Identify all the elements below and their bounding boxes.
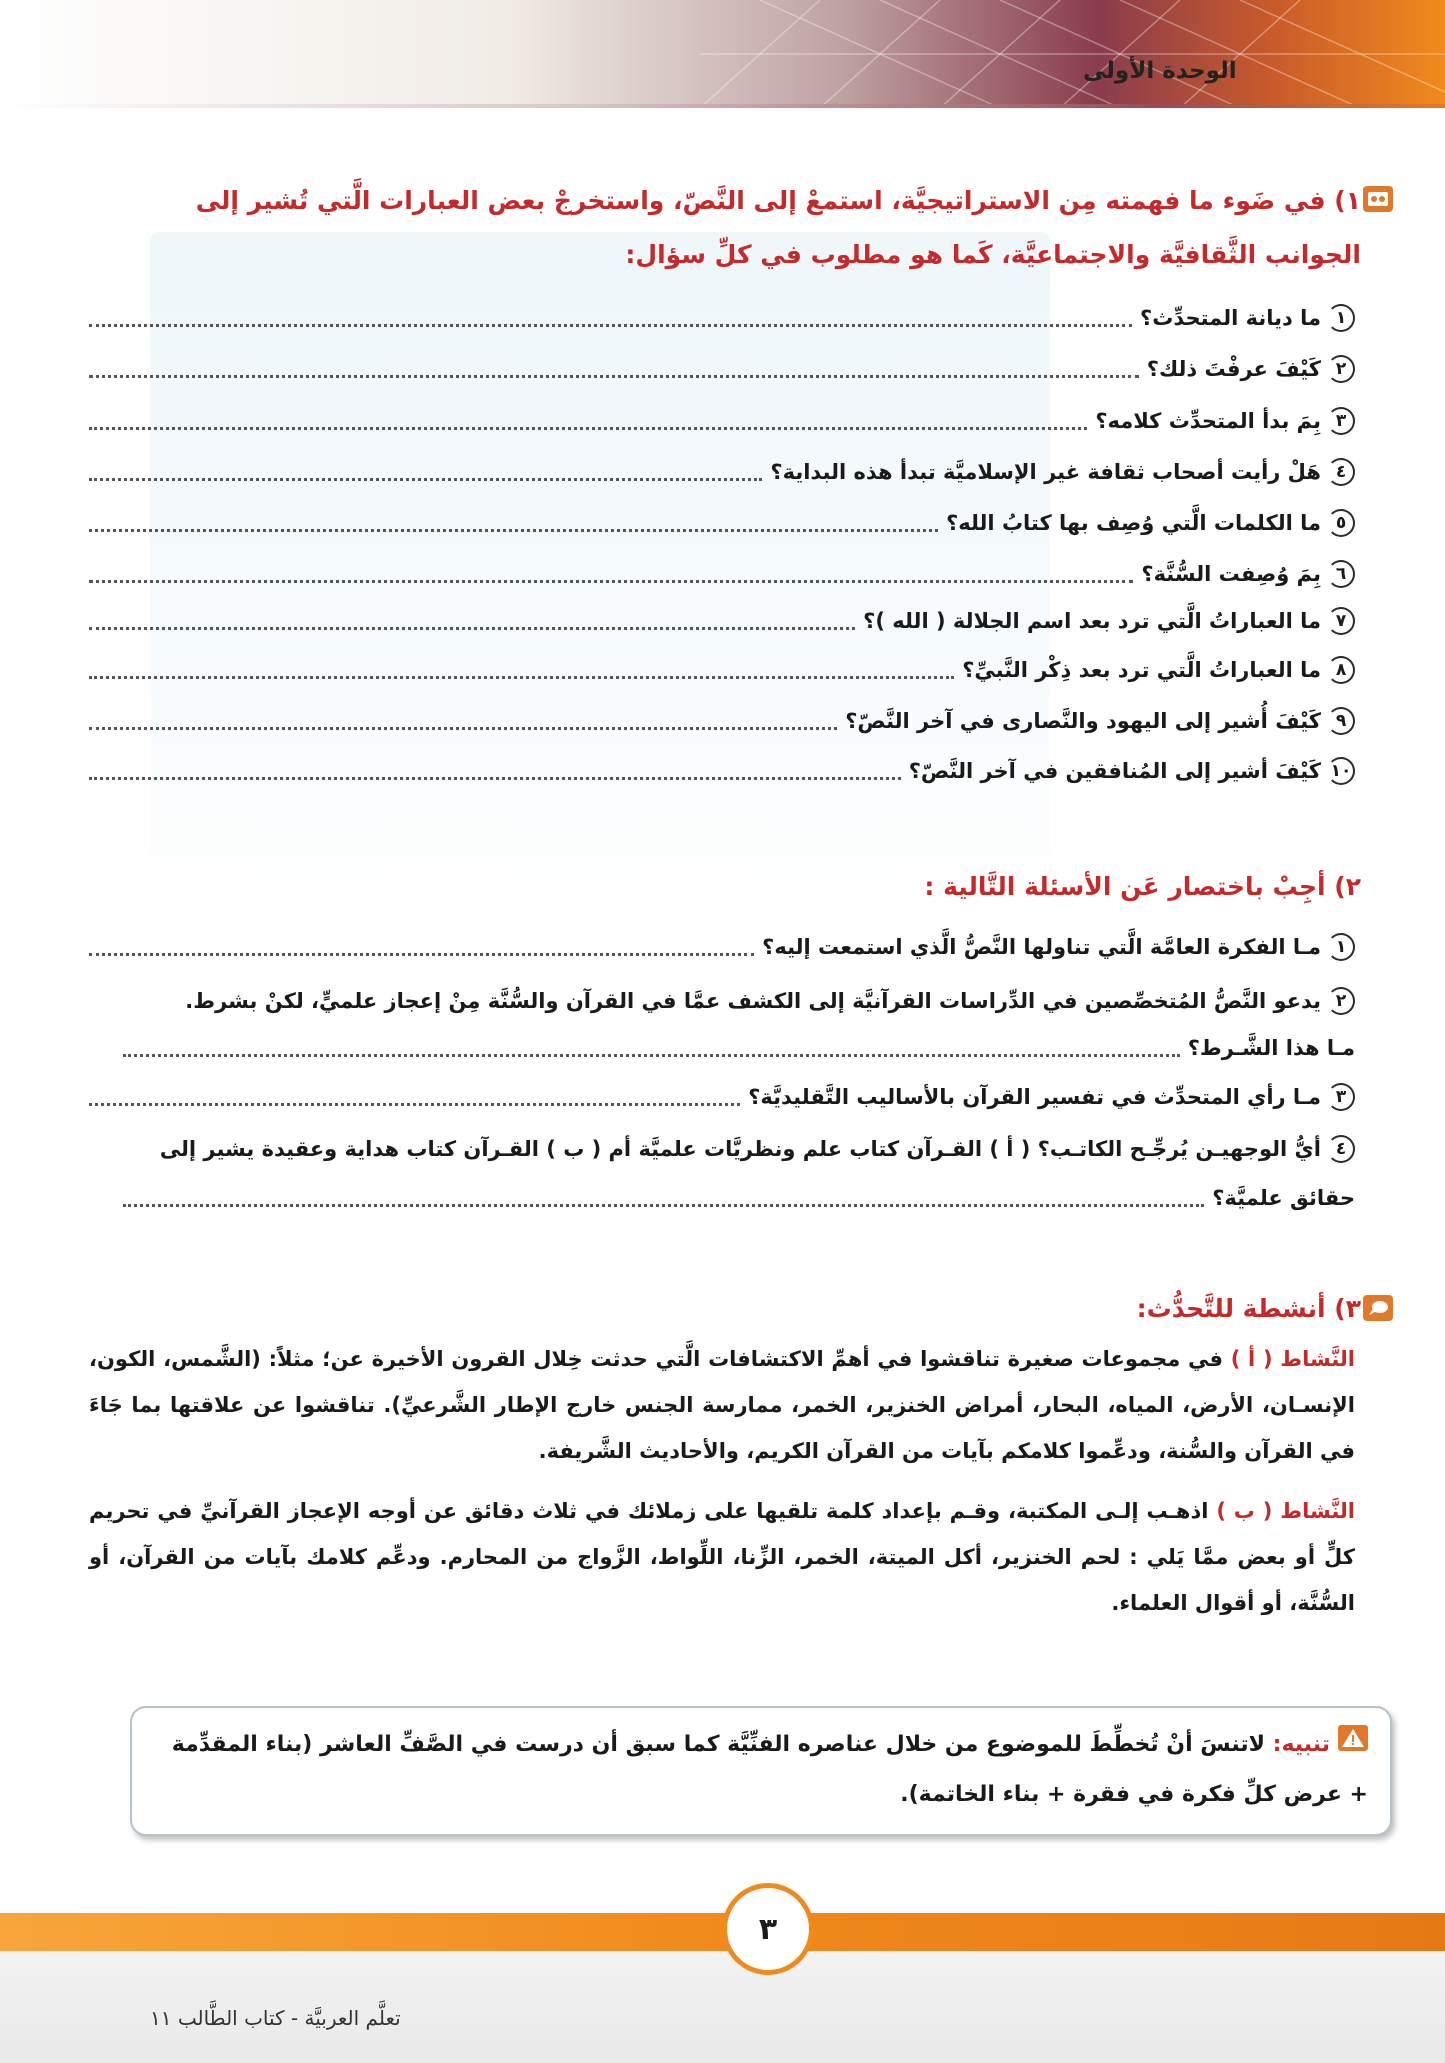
cassette-icon	[1363, 186, 1393, 212]
question-text: حقائق علميَّة؟	[1212, 1186, 1355, 1210]
question-text: ما العباراتُ الَّتي ترد بعد اسم الجلالة ( الله )؟	[863, 609, 1321, 633]
activity-a-label: النَّشاط ( أ )	[1230, 1347, 1355, 1371]
notice-body: لاتنسَ أنْ تُخطِّطَ للموضوع من خلال عناصره الفنِّيَّة كما سبق أن درست في الصَّفِّ العاشر (بناء المقدِّمة + عرض كلِّ فكرة في فقرة + بناء الخاتمة).	[171, 1732, 1368, 1807]
section3-title-text: أنشطة للتَّحدُّث:	[1136, 1294, 1326, 1323]
answer-line[interactable]	[89, 1103, 740, 1106]
question-row	[89, 551, 1355, 597]
question-number: ٢	[1327, 987, 1355, 1015]
question-number: ١	[1327, 933, 1355, 961]
question-row-cont	[123, 1025, 1355, 1071]
unit-title: الوحدة الأولى	[1083, 58, 1237, 84]
question-text: مـا هذا الشَّـرط؟	[1187, 1036, 1355, 1060]
section1-title	[81, 176, 1361, 226]
question-number: ٥	[1327, 509, 1355, 537]
question-row	[89, 295, 1355, 341]
question-row	[89, 449, 1355, 495]
question-row	[89, 924, 1355, 970]
question-text: كَيْفَ أُشير إلى اليهود والنَّصارى في آخر النَّصّ؟	[845, 709, 1321, 733]
question-row-cont	[123, 1175, 1355, 1221]
activity-b	[89, 1488, 1355, 1626]
question-row	[89, 500, 1355, 546]
question-text: كَيْفَ أشير إلى المُنافقين في آخر النَّصّ؟	[908, 759, 1321, 783]
answer-line[interactable]	[89, 580, 1133, 583]
warning-glyph	[1338, 1725, 1368, 1751]
question-number: ١	[1327, 304, 1355, 332]
question-number: ٢	[1327, 355, 1355, 383]
question-row	[89, 978, 1355, 1024]
notice-label: تنبيه:	[1272, 1732, 1330, 1757]
footer-band	[0, 1936, 1445, 2063]
question-text: ما العباراتُ الَّتي ترد بعد ذِكْر النَّبيِّ؟	[962, 658, 1321, 682]
section2-title-text: أجِبْ باختصار عَن الأسئلة التَّالية :	[924, 872, 1326, 901]
question-row	[89, 1074, 1355, 1120]
activity-b-text: اذهـب إلـى المكتبة، وقـم بإعداد كلمة تلقيها على زملائك في ثلاث دقائق عن أوجه الإعجاز القرآنيِّ في تحريم كلٍّ أو بعض ممَّا يَلي : لحم الخنزير، أكل الميتة، الخمر، الزِّنا، اللِّواط، الزَّواج من المحارم. ودعِّم كلامك بآيات من القرآن، أو السُّنَّة، أو أقوال العلماء.	[89, 1499, 1355, 1615]
question-number: ٣	[1327, 1083, 1355, 1111]
question-text: بِمَ بدأ المتحدِّث كلامه؟	[1095, 409, 1321, 433]
question-row	[89, 1126, 1355, 1172]
warning-icon	[1338, 1720, 1368, 1770]
question-text: يدعو النَّصُّ المُتخصِّصين في الدِّراسات القرآنيَّة إلى الكشف عمَّا في القرآن والسُّنَّة مِنْ إعجاز علميٍّ، لكنْ بشرط.	[185, 989, 1321, 1013]
question-row	[89, 398, 1355, 444]
answer-line[interactable]	[89, 478, 762, 481]
header-decoration	[0, 0, 1445, 108]
answer-line[interactable]	[89, 777, 901, 780]
speech-glyph	[1367, 1299, 1389, 1317]
section3-title	[81, 1284, 1361, 1334]
activity-b-label: النَّشاط ( ب )	[1216, 1499, 1355, 1523]
section1-title-cont	[81, 230, 1361, 280]
question-number: ٩	[1327, 707, 1355, 735]
question-text: ما الكلمات الَّتي وُصِف بها كتابُ الله؟	[946, 511, 1321, 535]
answer-line[interactable]	[89, 324, 1132, 327]
question-number: ٤	[1327, 1135, 1355, 1163]
activity-a	[89, 1336, 1355, 1474]
answer-line[interactable]	[89, 727, 837, 730]
question-row	[89, 698, 1355, 744]
section2-number: ٢)	[1334, 872, 1361, 901]
section2-title	[81, 862, 1361, 912]
question-text: مـا الفكرة العامَّة الَّتي تناولها النَّصُّ الَّذي استمعت إليه؟	[762, 935, 1321, 959]
activity-a-text: في مجموعات صغيرة تناقشوا في أهمِّ الاكتشافات الَّتي حدثت خِلال القرون الأخيرة عن؛ مثلاً: (الشَّمس، الكون، الإنسـان، الأرض، المياه، البحار، أمراض الخنزير، الخمر، ممارسة الجنس خارج الإطار الشَّرعيِّ). تناقشوا عن علاقتها بما جَاءَ في القرآن والسُّنة، ودعِّموا كلامكم بآيات من القرآن الكريم، والأحاديث الشَّريفة.	[89, 1347, 1355, 1463]
page-header	[0, 0, 1445, 108]
book-title: تعلَّم العربيَّة - كتاب الطَّالب ١١	[150, 2006, 401, 2030]
answer-line[interactable]	[89, 427, 1087, 430]
question-text: كَيْفَ عرفْتَ ذلك؟	[1146, 357, 1321, 381]
question-number: ٧	[1327, 607, 1355, 635]
answer-line[interactable]	[89, 676, 954, 679]
section1-title-line1: في ضَوء ما فهمته مِن الاستراتيجيَّة، استمعْ إلى النَّصّ، واستخرجْ بعض العبارات الَّتي تُشير إلى	[195, 186, 1326, 215]
answer-line[interactable]	[89, 529, 938, 532]
section3-number: ٣)	[1334, 1294, 1361, 1323]
question-text: مـا رأي المتحدِّث في تفسير القرآن بالأساليب التَّقليديَّة؟	[748, 1085, 1321, 1109]
question-text: ما ديانة المتحدِّث؟	[1140, 306, 1321, 330]
question-row	[89, 598, 1355, 644]
cassette-glyph	[1367, 191, 1389, 207]
question-row	[89, 647, 1355, 693]
answer-line[interactable]	[89, 375, 1139, 378]
section1-number: ١)	[1334, 186, 1361, 215]
answer-line[interactable]	[123, 1204, 1204, 1207]
notice-text	[168, 1720, 1368, 1820]
question-number: ٦	[1327, 560, 1355, 588]
question-text: بِمَ وُصِفت السُّنَّة؟	[1141, 562, 1321, 586]
question-text: أيُّ الوجهيـن يُرجِّـح الكاتـب؟ ( أ ) القـرآن كتاب علم ونظريَّات علميَّة أم ( ب ) القـرآن كتاب هداية وعقيدة يشير إلى	[159, 1137, 1321, 1161]
page-number: ٣	[722, 1883, 814, 1975]
answer-line[interactable]	[89, 953, 754, 956]
question-row	[89, 346, 1355, 392]
question-number: ٣	[1327, 407, 1355, 435]
speech-icon	[1363, 1295, 1393, 1321]
header-divider	[0, 104, 1445, 108]
answer-line[interactable]	[123, 1054, 1180, 1057]
notice-box	[130, 1706, 1392, 1836]
question-number: ١٠	[1327, 757, 1355, 785]
question-number: ٤	[1327, 458, 1355, 486]
section1-title-line2: الجوانب الثَّقافيَّة والاجتماعيَّة، كَما هو مطلوب في كلِّ سؤال:	[625, 240, 1361, 269]
question-row	[89, 748, 1355, 794]
answer-line[interactable]	[89, 627, 855, 630]
question-number: ٨	[1327, 656, 1355, 684]
question-text: هَلْ رأيت أصحاب ثقافة غير الإسلاميَّة تبدأ هذه البداية؟	[770, 460, 1321, 484]
